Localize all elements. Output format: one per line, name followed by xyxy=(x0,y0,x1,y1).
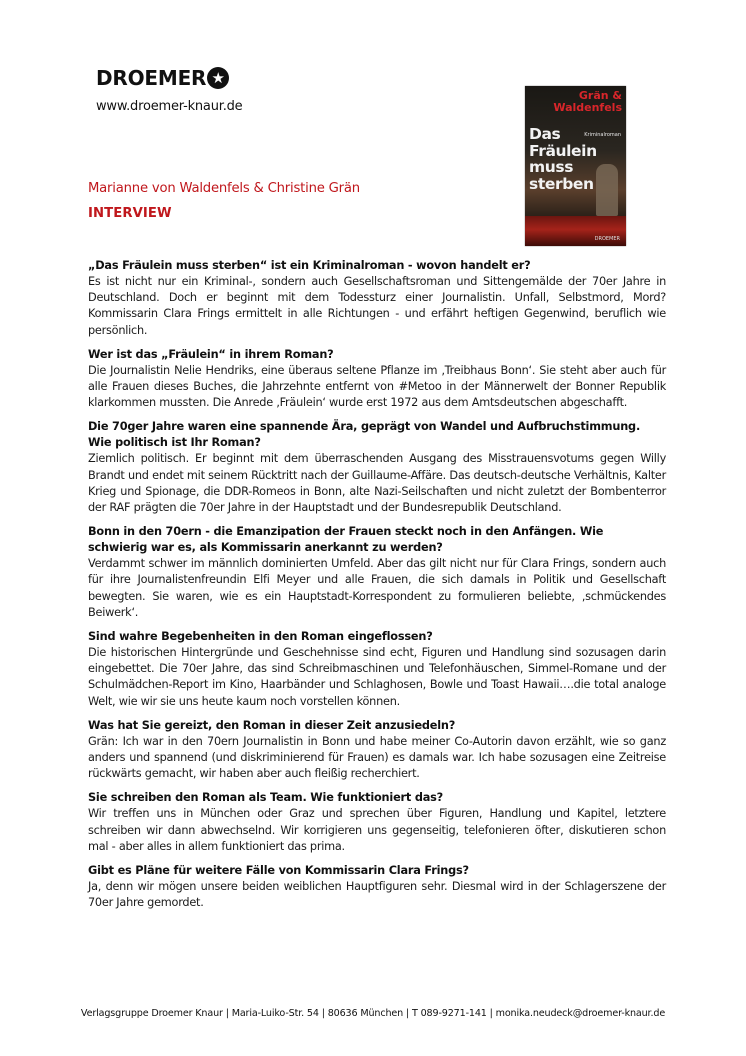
question: Was hat Sie gereizt, den Roman in dieser Zeit anzusiedeln? xyxy=(88,718,456,732)
qa-block xyxy=(88,347,666,412)
question: Wer ist das „Fräulein“ in ihrem Roman? xyxy=(88,347,334,361)
interview-label: INTERVIEW xyxy=(88,206,172,221)
qa-block xyxy=(88,863,666,911)
question: Bonn in den 70ern - die Emanzipation der Frauen steckt noch in den Anfängen. Wie schwierig war es, als Kommissarin anerkannt zu werden? xyxy=(88,525,604,555)
question: Die 70ger Jahre waren eine spannende Ära, geprägt von Wandel und Aufbruchstimmung. Wie politisch ist Ihr Roman? xyxy=(88,420,641,450)
cover-publisher: DROEMER xyxy=(594,236,620,242)
cover-genre: Kriminalroman xyxy=(584,132,621,138)
book-cover-image xyxy=(525,86,626,246)
logo-text: DROEMER xyxy=(96,65,207,90)
question: „Das Fräulein muss sterben“ ist ein Kriminalroman - wovon handelt er? xyxy=(88,259,531,272)
qa-block xyxy=(88,524,666,621)
cover-title: Das Fräulein muss sterben xyxy=(529,125,597,193)
website-url: www.droemer-knaur.de xyxy=(96,99,243,114)
footer-contact: Verlagsgruppe Droemer Knaur | Maria-Luiko-Str. 54 | 80636 München | T 089-9271-141 | monika.neudeck@droemer-knaur.de xyxy=(80,1008,666,1019)
star-in-circle-icon: ★ xyxy=(207,67,229,89)
answer: Ja, denn wir mögen unsere beiden weiblichen Hauptfiguren sehr. Diesmal wird in der Schlagerszene der 70er Jahre gemordet. xyxy=(88,880,666,910)
qa-block xyxy=(88,629,666,710)
answer: Grän: Ich war in den 70ern Journalistin in Bonn und habe meiner Co-Autorin davon erzählt, wie so ganz anders und spannend (und diskriminierend für Frauen) es damals war. Ich habe sozusagen eine Zeitreise rückwärts gemacht, wir haben aber auch fleißig recherchiert. xyxy=(88,734,666,781)
answer: Die historischen Hintergründe und Geschehnisse sind echt, Figuren und Handlung sind sozusagen darin eingebettet. Die 70er Jahre, das sind Schreibmaschinen und Telefonhäuschen, Simmel-Romane und der Schulmädchen-Report im Kino, Haarbänder und Schlaghosen, Bowle und Toast Hawaii….die total analoge Welt, wie wir sie uns heute kaum noch vorstellen können. xyxy=(88,646,666,708)
question: Sie schreiben den Roman als Team. Wie funktioniert das? xyxy=(88,791,444,805)
cover-figure-silhouette xyxy=(596,164,618,216)
answer: Wir treffen uns in München oder Graz und sprechen über Figuren, Handlung und Kapitel, letztere schreiben wir dann abwechselnd. Wir korrigieren uns gegenseitig, telefonieren öfter, diskutieren schon mal - aber alles in allem funktioniert das prima. xyxy=(88,807,666,853)
answer: Ziemlich politisch. Er beginnt mit dem überraschenden Ausgang des Misstrauensvotums gegen Willy Brandt und endet mit seinem Rücktritt nach der Guillaume-Affäre. Das deutsch-deutsche Verhältnis, Kalter Krieg und Spionage, die DDR-Romeos in Bonn, alte Nazi-Seilschaften und nicht zuletzt der Bombenterror der RAF prägten die 70er Jahre in der Hauptstadt und der Bundesrepublik Deutschland. xyxy=(88,452,666,515)
publisher-logo xyxy=(96,66,229,89)
interview-content xyxy=(88,258,666,919)
question: Sind wahre Begebenheiten in den Roman eingeflossen? xyxy=(88,630,433,644)
qa-block xyxy=(88,790,666,855)
answer: Die Journalistin Nelie Hendriks, eine überaus seltene Pflanze im ‚Treibhaus Bonn‘. Sie steht aber auch für alle Frauen dieses Buches, die Jahrzehnte entfernt von #Metoo in der Männerwelt der Bonner Republik klarkommen mussten. Die Anrede ‚Fräulein‘ wurde erst 1972 aus dem Amtsdeutschen abgeschafft. xyxy=(88,363,666,410)
question: Gibt es Pläne für weitere Fälle von Kommissarin Clara Frings? xyxy=(88,864,469,878)
qa-block xyxy=(88,718,666,783)
cover-author: Grän & Waldenfels xyxy=(553,89,622,114)
qa-block xyxy=(88,419,666,516)
authors-heading: Marianne von Waldenfels & Christine Grän xyxy=(88,181,360,196)
answer: Verdammt schwer im männlich dominierten Umfeld. Aber das gilt nicht nur für Clara Frings, sondern auch für ihre Journalistenfreundin Elfi Meyer und alle Frauen, die sich damals in Politik und Gesellschaft bewegten. Sie waren, wie es ein Hauptstadt-Korrespondent zu formulieren beliebte, ‚schmückendes Beiwerk‘. xyxy=(88,557,666,619)
qa-block xyxy=(88,258,666,339)
answer: Es ist nicht nur ein Kriminal-, sondern auch Gesellschaftsroman und Sittengemälde der 70er Jahre in Deutschland. Doch er beginnt mit dem Todessturz einer Journalistin. Unfall, Selbstmord, Mord? Kommissarin Clara Frings ermittelt in alle Richtungen - und erfährt heftigen Gegenwind, beruflich wie persönlich. xyxy=(88,275,666,337)
